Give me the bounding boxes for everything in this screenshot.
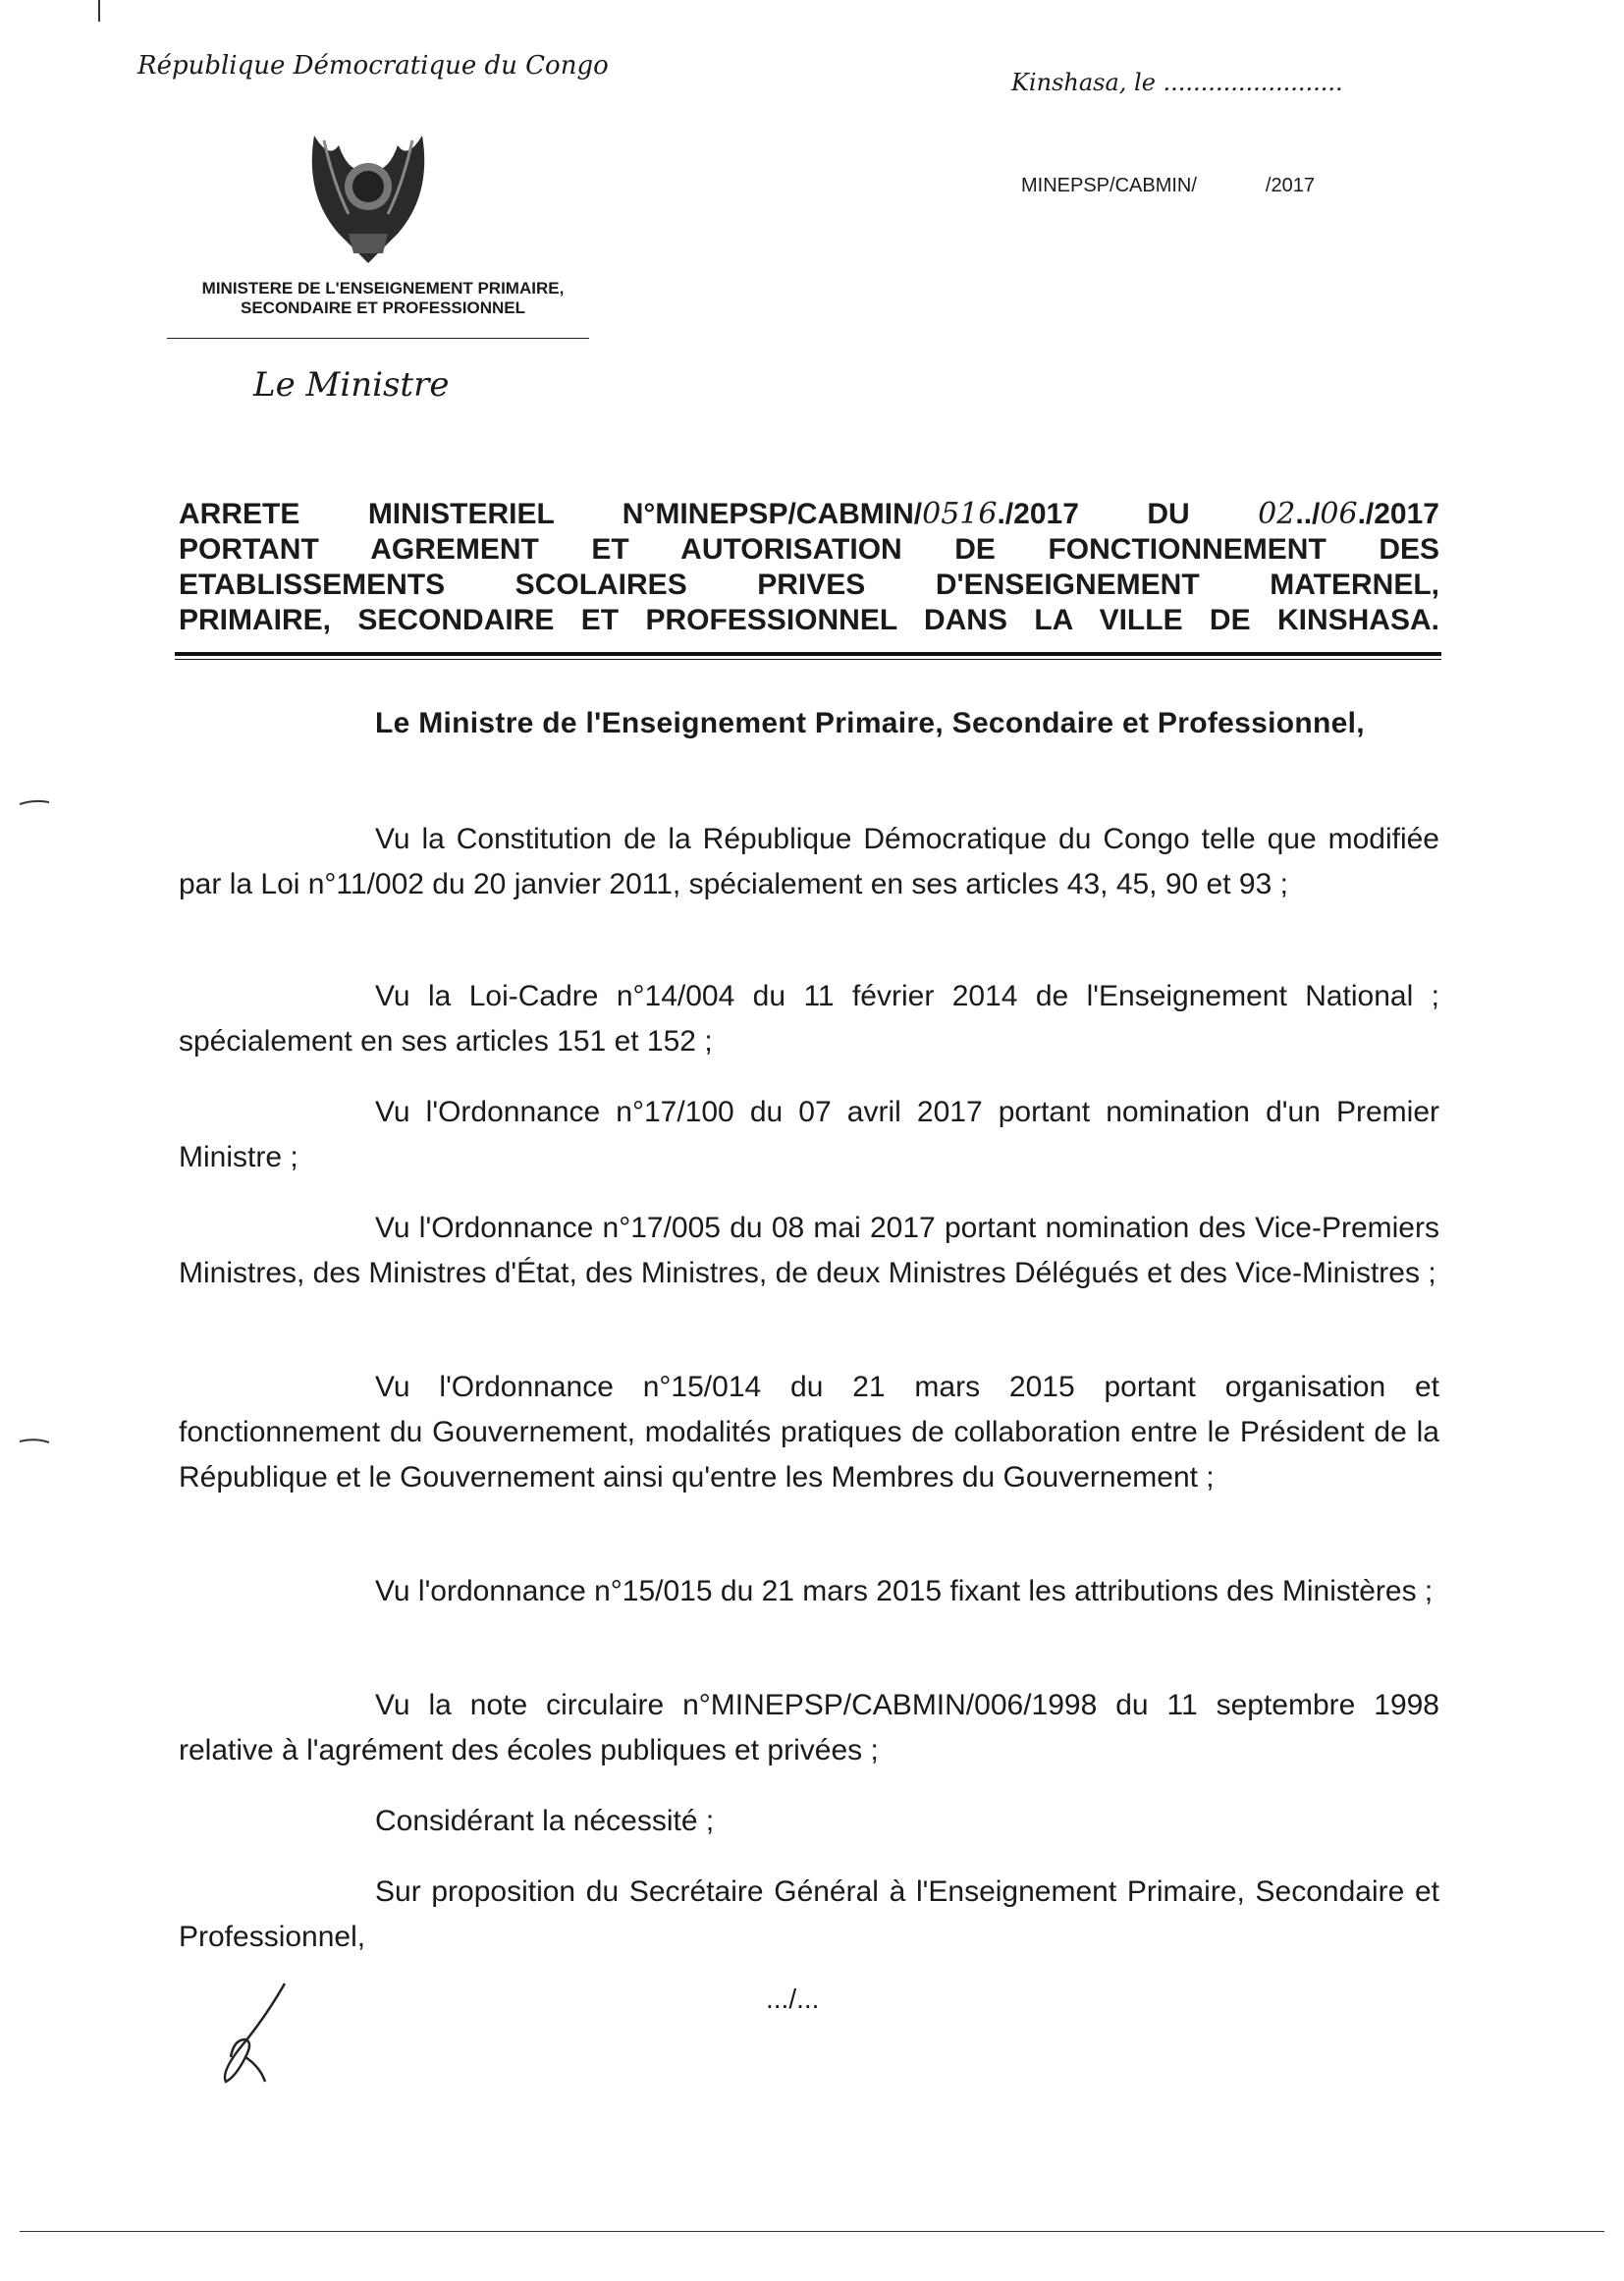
reference-line: [1021, 175, 1315, 197]
handwritten-initial: [206, 1979, 295, 2087]
paragraph-ordonnance-ministres: Vu l'Ordonnance n°17/005 du 08 mai 2017 portant nomination des Vice-Premiers Ministres, des Ministres d'État, des Ministres, de deux Ministres Délégués et des Vice-Ministres ;: [179, 1212, 1439, 1289]
margin-mark: [20, 799, 49, 805]
title-prefix: ARRETE MINISTERIEL N°MINEPSP/CABMIN/: [179, 498, 923, 530]
republic-heading: République Démocratique du Congo: [137, 51, 609, 81]
minister-title: Le Ministre: [253, 365, 450, 405]
decree-title: [179, 497, 1439, 638]
title-line-1: [179, 497, 1439, 532]
paragraph-proposition: Sur proposition du Secrétaire Général à l'Enseignement Primaire, Secondaire et Professionnel,: [179, 1875, 1439, 1953]
ministry-line-1: MINISTERE DE L'ENSEIGNEMENT PRIMAIRE,: [201, 279, 565, 298]
ministry-name: [157, 279, 609, 318]
margin-mark: [20, 1438, 49, 1443]
title-underline-thick: [175, 652, 1441, 656]
title-line-2: PORTANT AGREMENT ET AUTORISATION DE FONCTIONNEMENT DES: [179, 533, 1439, 566]
place-date-line: Kinshasa, le ........................: [1011, 69, 1343, 96]
paragraph-ordonnance-premier-ministre: Vu l'Ordonnance n°17/100 du 07 avril 2017 portant nomination d'un Premier Ministre ;: [179, 1096, 1439, 1173]
paragraph-considerant: Considérant la nécessité ;: [375, 1805, 715, 1837]
title-mid: ./2017 DU: [997, 498, 1259, 530]
decree-day-handwritten: 02: [1258, 497, 1296, 531]
coat-of-arms-emblem: [295, 116, 442, 273]
scan-tick-mark: [98, 0, 100, 22]
title-underline-thin: [175, 659, 1441, 660]
paragraph-loi-cadre: Vu la Loi-Cadre n°14/004 du 11 février 2014 de l'Enseignement National ; spécialement en ses articles 151 et 152 ;: [179, 980, 1439, 1058]
paragraph-note-circulaire: Vu la note circulaire n°MINEPSP/CABMIN/006/1998 du 11 septembre 1998 relative à l'agrément des écoles publiques et privées ;: [179, 1689, 1439, 1766]
paragraph-ordonnance-gouvernement: Vu l'Ordonnance n°15/014 du 21 mars 2015 portant organisation et fonctionnement du Gouvernement, modalités pratiques de collaboration entre le Président de la République et le Gouvernement ainsi qu'entre les Membres du Gouvernement ;: [179, 1371, 1439, 1494]
title-line-4: PRIMAIRE, SECONDAIRE ET PROFESSIONNEL DANS LA VILLE DE KINSHASA.: [179, 604, 1439, 636]
decree-month-handwritten: 06: [1320, 497, 1358, 531]
footer-rule: [20, 2231, 1604, 2232]
continuation-mark: .../...: [766, 1983, 820, 2014]
reference-year: /2017: [1265, 175, 1315, 196]
title-sep: ../: [1295, 498, 1321, 530]
paragraph-constitution: Vu la Constitution de la République Démocratique du Congo telle que modifiée par la Loi n°11/002 du 20 janvier 2011, spécialement en ses articles 43, 45, 90 et 93 ;: [179, 823, 1439, 900]
ministry-divider: [167, 338, 589, 339]
paragraph-ordonnance-attributions: Vu l'ordonnance n°15/015 du 21 mars 2015 fixant les attributions des Ministères ;: [375, 1575, 1434, 1607]
intro-paragraph: Le Ministre de l'Enseignement Primaire, Secondaire et Professionnel,: [375, 707, 1365, 739]
decree-number-handwritten: 0516: [922, 497, 998, 531]
title-line-3: ETABLISSEMENTS SCOLAIRES PRIVES D'ENSEIGNEMENT MATERNEL,: [179, 569, 1439, 601]
reference-code: MINEPSP/CABMIN/: [1021, 175, 1197, 196]
ministry-line-2: SECONDAIRE ET PROFESSIONNEL: [241, 299, 525, 317]
title-year: ./2017: [1357, 498, 1439, 530]
